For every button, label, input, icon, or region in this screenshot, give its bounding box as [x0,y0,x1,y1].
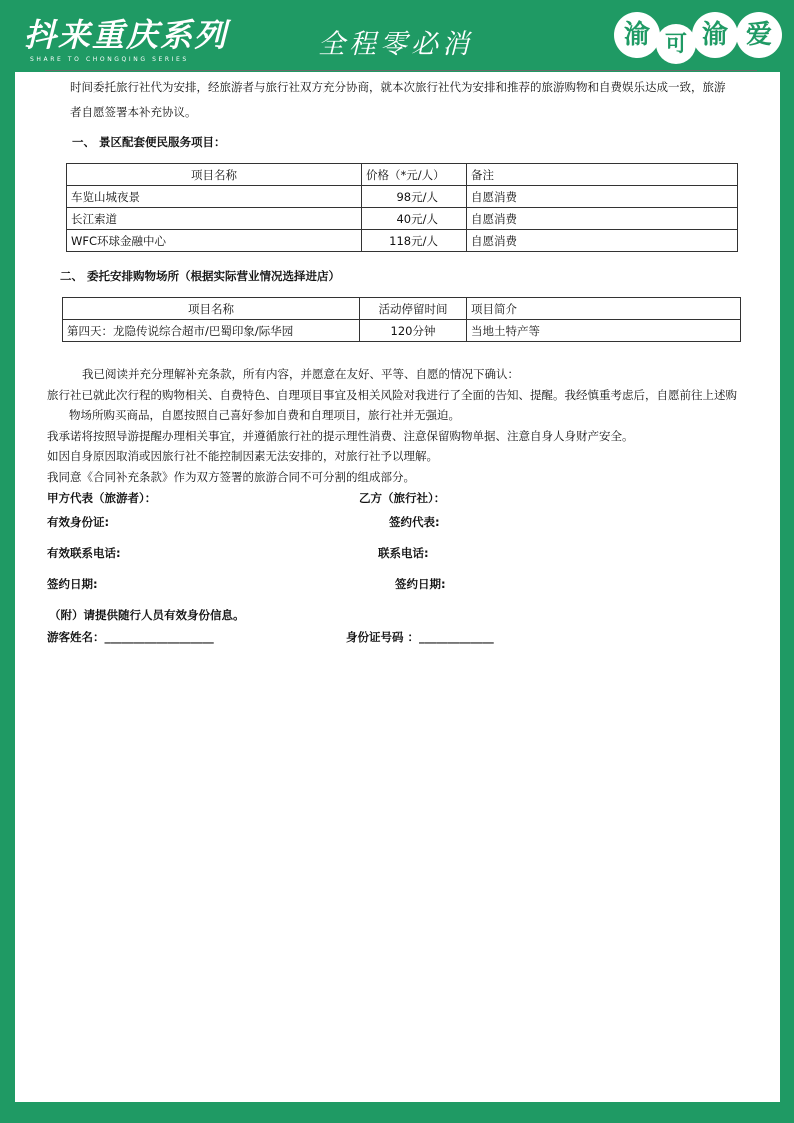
table-row [67,186,738,208]
header-price: 价格（*元/人） [362,164,467,186]
badge-4: 爱 [736,12,782,58]
table-row [67,208,738,230]
intro-line-2: 者自愿签署本补充协议。 [70,105,197,119]
phone-b-label: 联系电话: [378,546,429,560]
table-row [67,230,738,252]
declaration-p5: 我同意《合同补充条款》作为双方签署的旅游合同不可分割的组成部分。 [47,470,415,484]
declaration-p2b: 物场所购买商品，自愿按照自己喜好参加自费和自理项目，旅行社并无强迫。 [69,408,460,422]
shop-name: 第四天：龙隐传说综合超市/巴蜀印象/际华园 [63,320,360,342]
header-note: 备注 [467,164,738,186]
item-name: 长江索道 [67,208,362,230]
item-name: WFC环球金融中心 [67,230,362,252]
table-header-row [67,164,738,186]
brand-logo: 抖来重庆系列 [24,16,229,54]
badge-group [614,10,782,66]
slogan: 全程零必消 [318,29,473,60]
declaration-p4: 如因自身原因取消或因旅行社不能控制因素无法安排的，对旅行社予以理解。 [47,449,438,463]
brand-subtitle: SHARE TO CHONGQING SERIES [30,56,189,63]
header-divider [45,70,757,71]
date-a-label: 签约日期: [47,577,98,591]
guest-id-field[interactable]: 身份证号码 ：_____________ [346,630,494,644]
intro-line-1: 时间委托旅行社代为安排，经旅游者与旅行社双方充分协商，就本次旅行社代为安排和推荐的旅游购物和自费娱乐达成一致，旅游 [70,80,726,94]
badge-3: 渝 [692,12,738,58]
header-name: 项目名称 [63,298,360,320]
guest-name-field[interactable]: 游客姓名：___________________ [47,630,214,644]
party-a-label: 甲方代表（旅游者）： [47,491,157,505]
badge-1: 渝 [614,12,660,58]
shop-time: 120分钟 [360,320,467,342]
phone-a-label: 有效联系电话: [47,546,121,560]
table-row [63,320,741,342]
header-banner [0,0,794,72]
date-b-label: 签约日期: [395,577,446,591]
id-card-label: 有效身份证: [47,515,110,529]
party-b-label: 乙方（旅行社）： [359,491,446,505]
declaration-p3: 我承诺将按照导游提醒办理相关事宜，并遵循旅行社的提示理性消费、注意保留购物单据、注意自身人身财产安全。 [47,429,634,443]
item-note: 自愿消费 [467,230,738,252]
sign-rep-label: 签约代表: [389,515,440,529]
badge-2: 可 [656,24,696,64]
section1-title: 一、 景区配套便民服务项目： [72,135,226,149]
item-price: 40元/人 [362,208,467,230]
shopping-table [62,297,741,342]
declaration-p2a: 旅行社已就此次行程的购物相关、自费特色、自理项目事宜及相关风险对我进行了全面的告知、提醒。我经慎重考虑后，自愿前往上述购 [47,388,737,402]
header-name: 项目名称 [67,164,362,186]
service-items-table [66,163,738,252]
header-time: 活动停留时间 [360,298,467,320]
table-header-row [63,298,741,320]
item-price: 118元/人 [362,230,467,252]
item-note: 自愿消费 [467,208,738,230]
item-price: 98元/人 [362,186,467,208]
item-name: 车览山城夜景 [67,186,362,208]
declaration-p1: 我已阅读并充分理解补充条款，所有内容，并愿意在友好、平等、自愿的情况下确认： [82,367,519,381]
section2-title: 二、 委托安排购物场所（根据实际营业情况选择进店） [60,269,341,283]
appendix-note: （附）请提供随行人员有效身份信息。 [49,608,245,622]
item-note: 自愿消费 [467,186,738,208]
shop-desc: 当地土特产等 [467,320,741,342]
header-desc: 项目简介 [467,298,741,320]
